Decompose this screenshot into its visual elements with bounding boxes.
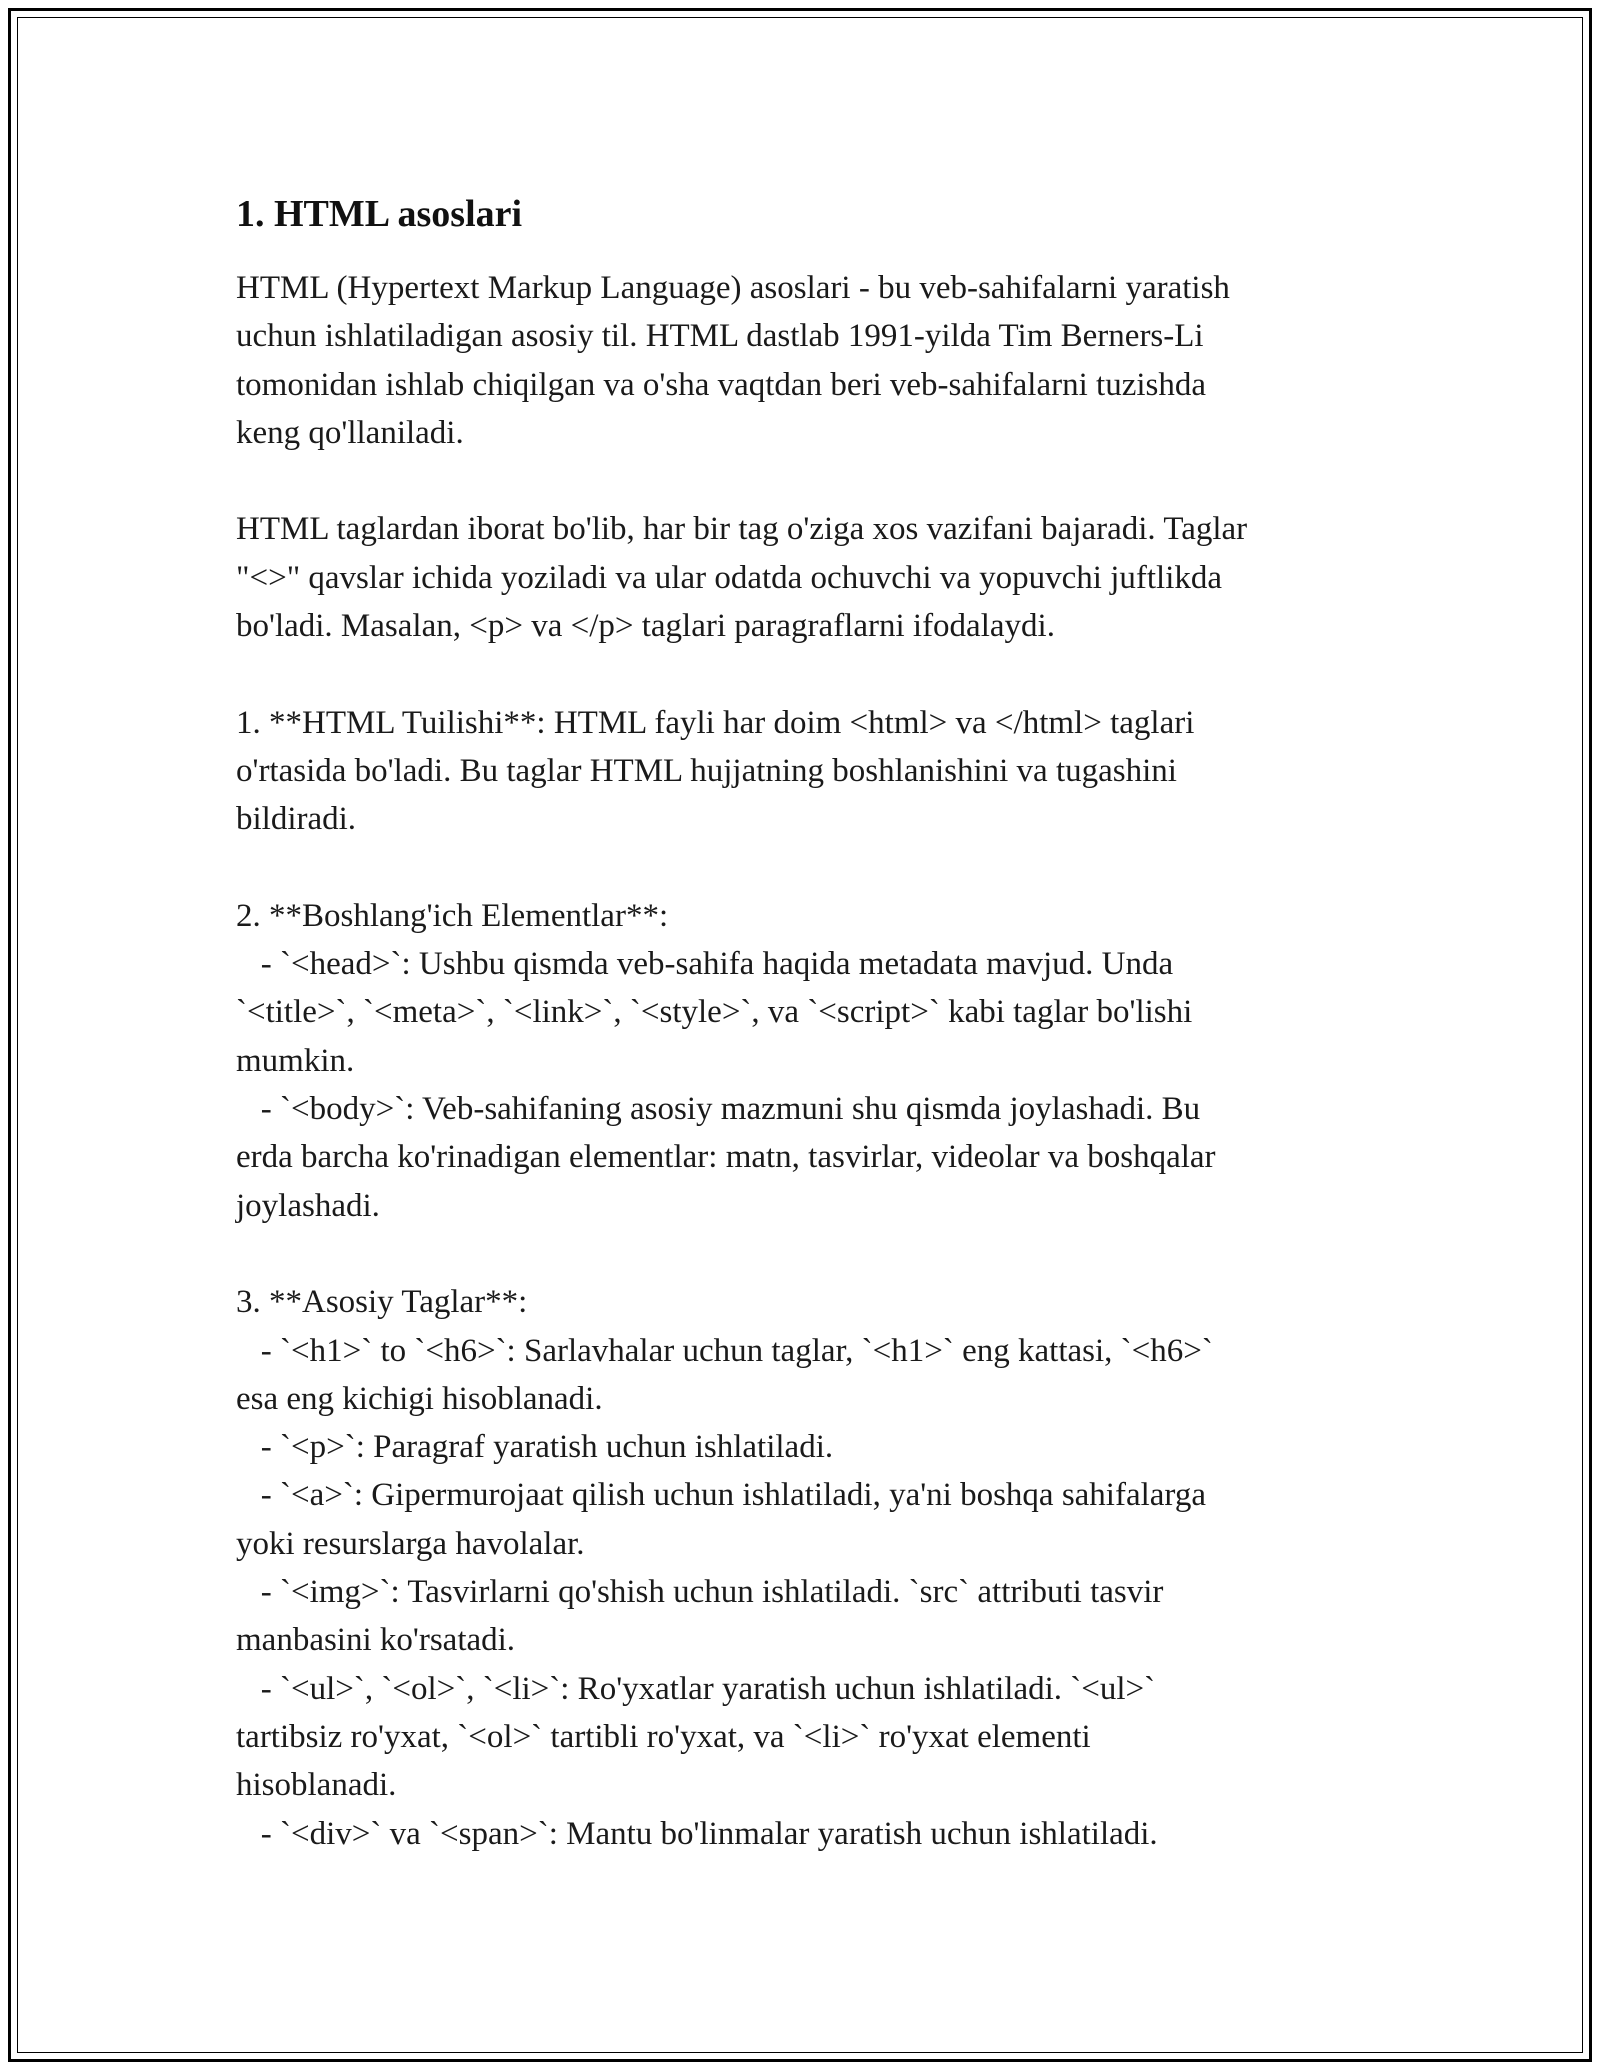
text-line: tomonidan ishlab chiqilgan va o'sha vaqtdan beri veb-sahifalarni tuzishda: [236, 366, 1207, 403]
text-line: yoki resurslarga havolalar.: [236, 1525, 585, 1562]
text-line: manbasini ko'rsatadi.: [236, 1622, 516, 1659]
text-line: - `<head>`: Ushbu qismda veb-sahifa haqida metadata mavjud. Unda: [236, 946, 1174, 983]
paragraph-main-tags: [236, 1278, 1376, 1858]
text-line: o'rtasida bo'ladi. Bu taglar HTML hujjatning boshlanishini va tugashini: [236, 752, 1177, 789]
paragraph-basic-elements: [236, 892, 1376, 1230]
text-line: bo'ladi. Masalan, <p> va </p> taglari paragraflarni ifodalaydi.: [236, 608, 1055, 645]
text-line: bildiradi.: [236, 801, 357, 838]
text-line: joylashadi.: [236, 1187, 380, 1224]
text-line: 3. **Asosiy Taglar**:: [236, 1284, 528, 1321]
text-line: 2. **Boshlang'ich Elementlar**:: [236, 897, 669, 934]
paragraph-intro: [236, 264, 1376, 457]
text-line: 1. **HTML Tuilishi**: HTML fayli har doim <html> va </html> taglari: [236, 704, 1195, 741]
text-line: HTML taglardan iborat bo'lib, har bir tag o'ziga xos vazifani bajaradi. Taglar: [236, 511, 1248, 548]
paragraph-structure: [236, 699, 1376, 844]
text-line: - `<body>`: Veb-sahifaning asosiy mazmuni shu qismda joylashadi. Bu: [236, 1091, 1201, 1128]
text-line: tartibsiz ro'yxat, `<ol>` tartibli ro'yxat, va `<li>` ro'yxat elementi: [236, 1718, 1091, 1755]
text-line: - `<h1>` to `<h6>`: Sarlavhalar uchun taglar, `<h1>` eng kattasi, `<h6>`: [236, 1332, 1213, 1369]
text-line: - `<img>`: Tasvirlarni qo'shish uchun ishlatiladi. `src` attributi tasvir: [236, 1574, 1164, 1611]
text-line: uchun ishlatiladigan asosiy til. HTML dastlab 1991-yilda Tim Berners-Li: [236, 318, 1204, 355]
text-line: hisoblanadi.: [236, 1767, 397, 1804]
text-line: - `<div>` va `<span>`: Mantu bo'linmalar yaratish uchun ishlatiladi.: [236, 1815, 1158, 1852]
text-line: HTML (Hypertext Markup Language) asoslari - bu veb-sahifalarni yaratish: [236, 270, 1230, 306]
text-line: "<>" qavslar ichida yoziladi va ular odatda ochuvchi va yopuvchi juftlikda: [236, 559, 1223, 596]
paragraph-tags: [236, 505, 1376, 650]
text-line: - `<ul>`, `<ol>`, `<li>`: Ro'yxatlar yaratish uchun ishlatiladi. `<ul>`: [236, 1670, 1156, 1707]
text-line: - `<p>`: Paragraf yaratish uchun ishlatiladi.: [236, 1429, 834, 1466]
text-line: esa eng kichigi hisoblanadi.: [236, 1380, 603, 1417]
text-line: `<title>`, `<meta>`, `<link>`, `<style>`, va `<script>` kabi taglar bo'lishi: [236, 994, 1193, 1031]
text-line: mumkin.: [236, 1042, 355, 1079]
text-line: - `<a>`: Gipermurojaat qilish uchun ishlatiladi, ya'ni boshqa sahifalarga: [236, 1477, 1206, 1514]
section-heading: 1. HTML asoslari: [236, 193, 523, 235]
text-line: erda barcha ko'rinadigan elementlar: matn, tasvirlar, videolar va boshqalar: [236, 1139, 1216, 1176]
text-line: keng qo'llaniladi.: [236, 414, 464, 451]
document-body: [236, 186, 1376, 1906]
